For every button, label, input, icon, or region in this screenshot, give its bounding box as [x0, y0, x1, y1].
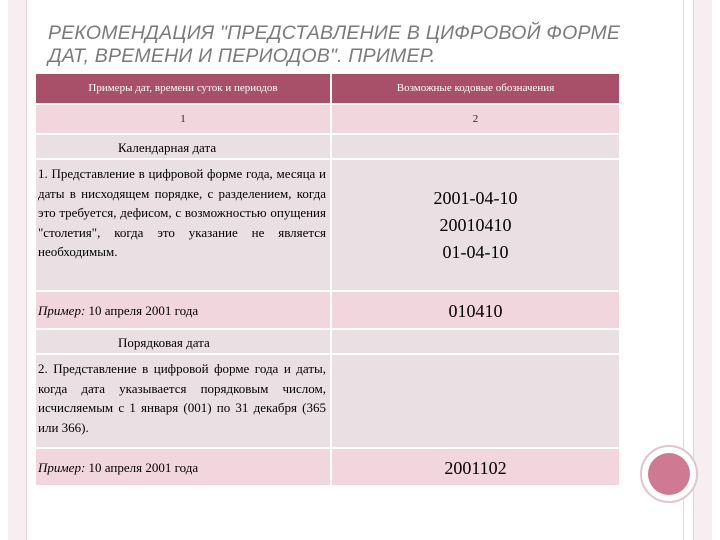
example-row-ordinal: [36, 447, 619, 485]
description-row-calendar: [36, 158, 619, 290]
code-value: 2001-04-10: [433, 187, 518, 208]
example-ordinal: [36, 447, 330, 485]
example-text: 10 апреля 2001 года: [85, 460, 199, 475]
table-header-row: [36, 74, 619, 103]
header-codes: Возможные кодовые обозначения: [330, 74, 619, 103]
section-empty-cell: [330, 133, 619, 158]
codes-calendar: [330, 158, 619, 290]
decorative-circle-inner: [648, 453, 690, 495]
example-label: Пример:: [38, 460, 86, 475]
codes-table: [36, 74, 619, 485]
left-frame-decoration: [8, 0, 27, 540]
right-frame-decoration: [693, 0, 712, 540]
example-label: Пример:: [38, 303, 86, 318]
code-value: 01-04-10: [442, 241, 509, 262]
section-title-ordinal: Порядковая дата: [36, 328, 330, 353]
column-number-row: [36, 103, 619, 133]
section-row-calendar: [36, 133, 619, 158]
example-text: 10 апреля 2001 года: [85, 303, 199, 318]
decorative-circle: [640, 445, 698, 503]
example-calendar: [36, 290, 330, 328]
example-code-ordinal: 2001102: [330, 447, 619, 485]
slide-title: РЕКОМЕНДАЦИЯ "ПРЕДСТАВЛЕНИЕ В ЦИФРОВОЙ ФОРМЕ ДАТ, ВРЕМЕНИ И ПЕРИОДОВ". ПРИМЕР.: [48, 22, 621, 67]
section-empty-cell: [330, 328, 619, 353]
header-examples: Примеры дат, времени суток и периодов: [36, 74, 330, 103]
column-number-1: 1: [36, 103, 330, 133]
codes-ordinal: [330, 353, 619, 447]
section-title-calendar: Календарная дата: [36, 133, 330, 158]
description-row-ordinal: [36, 353, 619, 447]
description-ordinal: 2. Представление в цифровой форме года и даты, когда дата указывается порядковым числом, исчисляемым с 1 января (001) по 31 декабря (365 или 366).: [36, 353, 330, 447]
description-calendar: 1. Представление в цифровой форме года, месяца и даты в нисходящем порядке, с разделением, когда это требуется, дефисом, с возможностью опущения "столетия", когда это указание не является необходимым.: [36, 158, 330, 290]
example-code-calendar: 010410: [330, 290, 619, 328]
section-row-ordinal: [36, 328, 619, 353]
example-row-calendar: [36, 290, 619, 328]
column-number-2: 2: [330, 103, 619, 133]
code-value: 20010410: [439, 214, 512, 235]
